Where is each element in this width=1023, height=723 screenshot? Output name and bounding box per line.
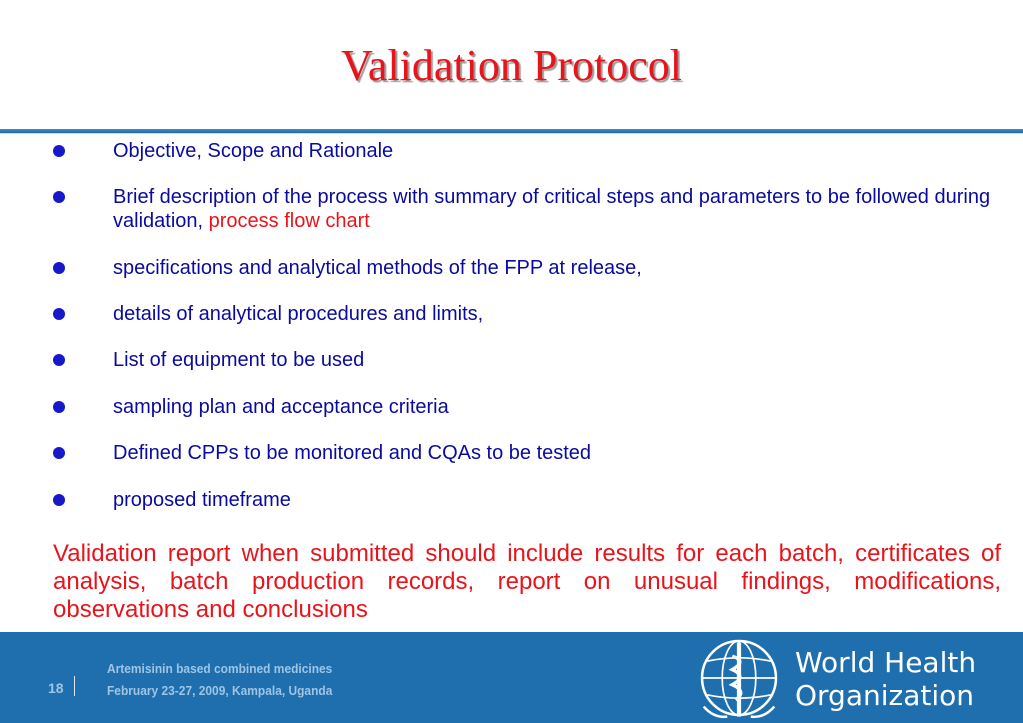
- who-logo-line2: Organization: [795, 679, 975, 712]
- bullet-text: [113, 139, 993, 163]
- report-paragraph: Validation report when submitted should include results for each batch, certificates of analysis, batch production records, report on unusual findings, modifications, observations and conclusions: [53, 540, 1001, 623]
- bullet-text: [113, 348, 993, 372]
- bullet-dot-icon: [53, 191, 65, 203]
- who-logo-line1: World Health: [795, 646, 977, 679]
- bullet-text: [113, 256, 993, 280]
- bullet-main-text: details of analytical procedures and limits,: [113, 303, 484, 325]
- bullet-main-text: Brief description of the process with summary of critical steps and parameters to be followed during validation,: [113, 186, 991, 232]
- footer-bar: [0, 632, 1023, 723]
- bullet-text: [113, 395, 993, 419]
- bullet-main-text: List of equipment to be used: [113, 349, 365, 371]
- bullet-dot-icon: [53, 494, 65, 506]
- who-emblem-icon: [697, 636, 781, 720]
- bullet-text: [113, 488, 993, 512]
- slide-title: Validation Protocol: [341, 41, 682, 90]
- page-number: 18: [48, 680, 64, 696]
- bullet-main-text: proposed timeframe: [113, 489, 291, 511]
- title-divider: [0, 129, 1023, 134]
- footer-event-date: February 23-27, 2009, Kampala, Uganda: [107, 683, 333, 698]
- bullet-dot-icon: [53, 308, 65, 320]
- bullet-dot-icon: [53, 145, 65, 157]
- footer-event-title: Artemisinin based combined medicines: [107, 661, 333, 676]
- bullet-main-text: Defined CPPs to be monitored and CQAs to be tested: [113, 442, 592, 464]
- page-separator: [74, 676, 75, 696]
- bullet-dot-icon: [53, 262, 65, 274]
- bullet-main-text: specifications and analytical methods of the FPP at release,: [113, 257, 642, 279]
- who-logo-text: [795, 646, 976, 712]
- bullet-text: [113, 185, 993, 233]
- bullet-main-text: Objective, Scope and Rationale: [113, 140, 394, 162]
- bullet-text: [113, 441, 993, 465]
- bullet-dot-icon: [53, 401, 65, 413]
- bullet-dot-icon: [53, 447, 65, 459]
- bullet-dot-icon: [53, 354, 65, 366]
- bullet-highlight-text: process flow chart: [208, 210, 370, 232]
- bullet-main-text: sampling plan and acceptance criteria: [113, 396, 449, 418]
- bullet-text: [113, 302, 993, 326]
